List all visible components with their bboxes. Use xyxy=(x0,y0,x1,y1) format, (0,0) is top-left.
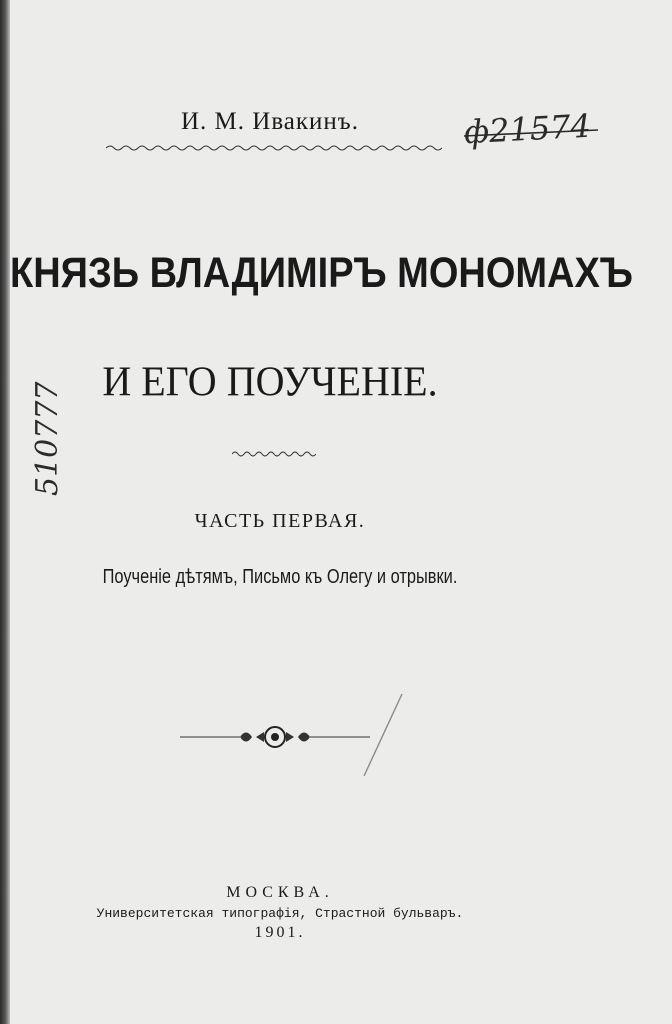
subtitle: Поученіе дѣтямъ, Письмо къ Олегу и отрывки. xyxy=(102,566,458,588)
printer-ornament xyxy=(180,724,370,750)
author-name: И. М. Ивакинъ. xyxy=(181,108,359,135)
handwritten-catalog-number: ф21574 xyxy=(463,106,592,152)
imprint-press: Университетская типографія, Страстной бульваръ. xyxy=(96,906,464,921)
handwritten-margin-number: 510777 xyxy=(30,381,65,496)
handwritten-underline xyxy=(462,126,602,140)
imprint-year: 1901. xyxy=(254,924,306,941)
part-heading: ЧАСТЬ ПЕРВАЯ. xyxy=(194,510,366,532)
imprint-city: МОСКВА. xyxy=(226,884,334,901)
title-line-1: КНЯЗЬ ВЛАДИМІРЪ МОНОМАХЪ xyxy=(10,250,633,298)
wavy-rule-middle xyxy=(232,450,316,458)
title-line-2: И ЕГО ПОУЧЕНІЕ. xyxy=(102,357,438,406)
wavy-rule-top xyxy=(106,144,442,152)
